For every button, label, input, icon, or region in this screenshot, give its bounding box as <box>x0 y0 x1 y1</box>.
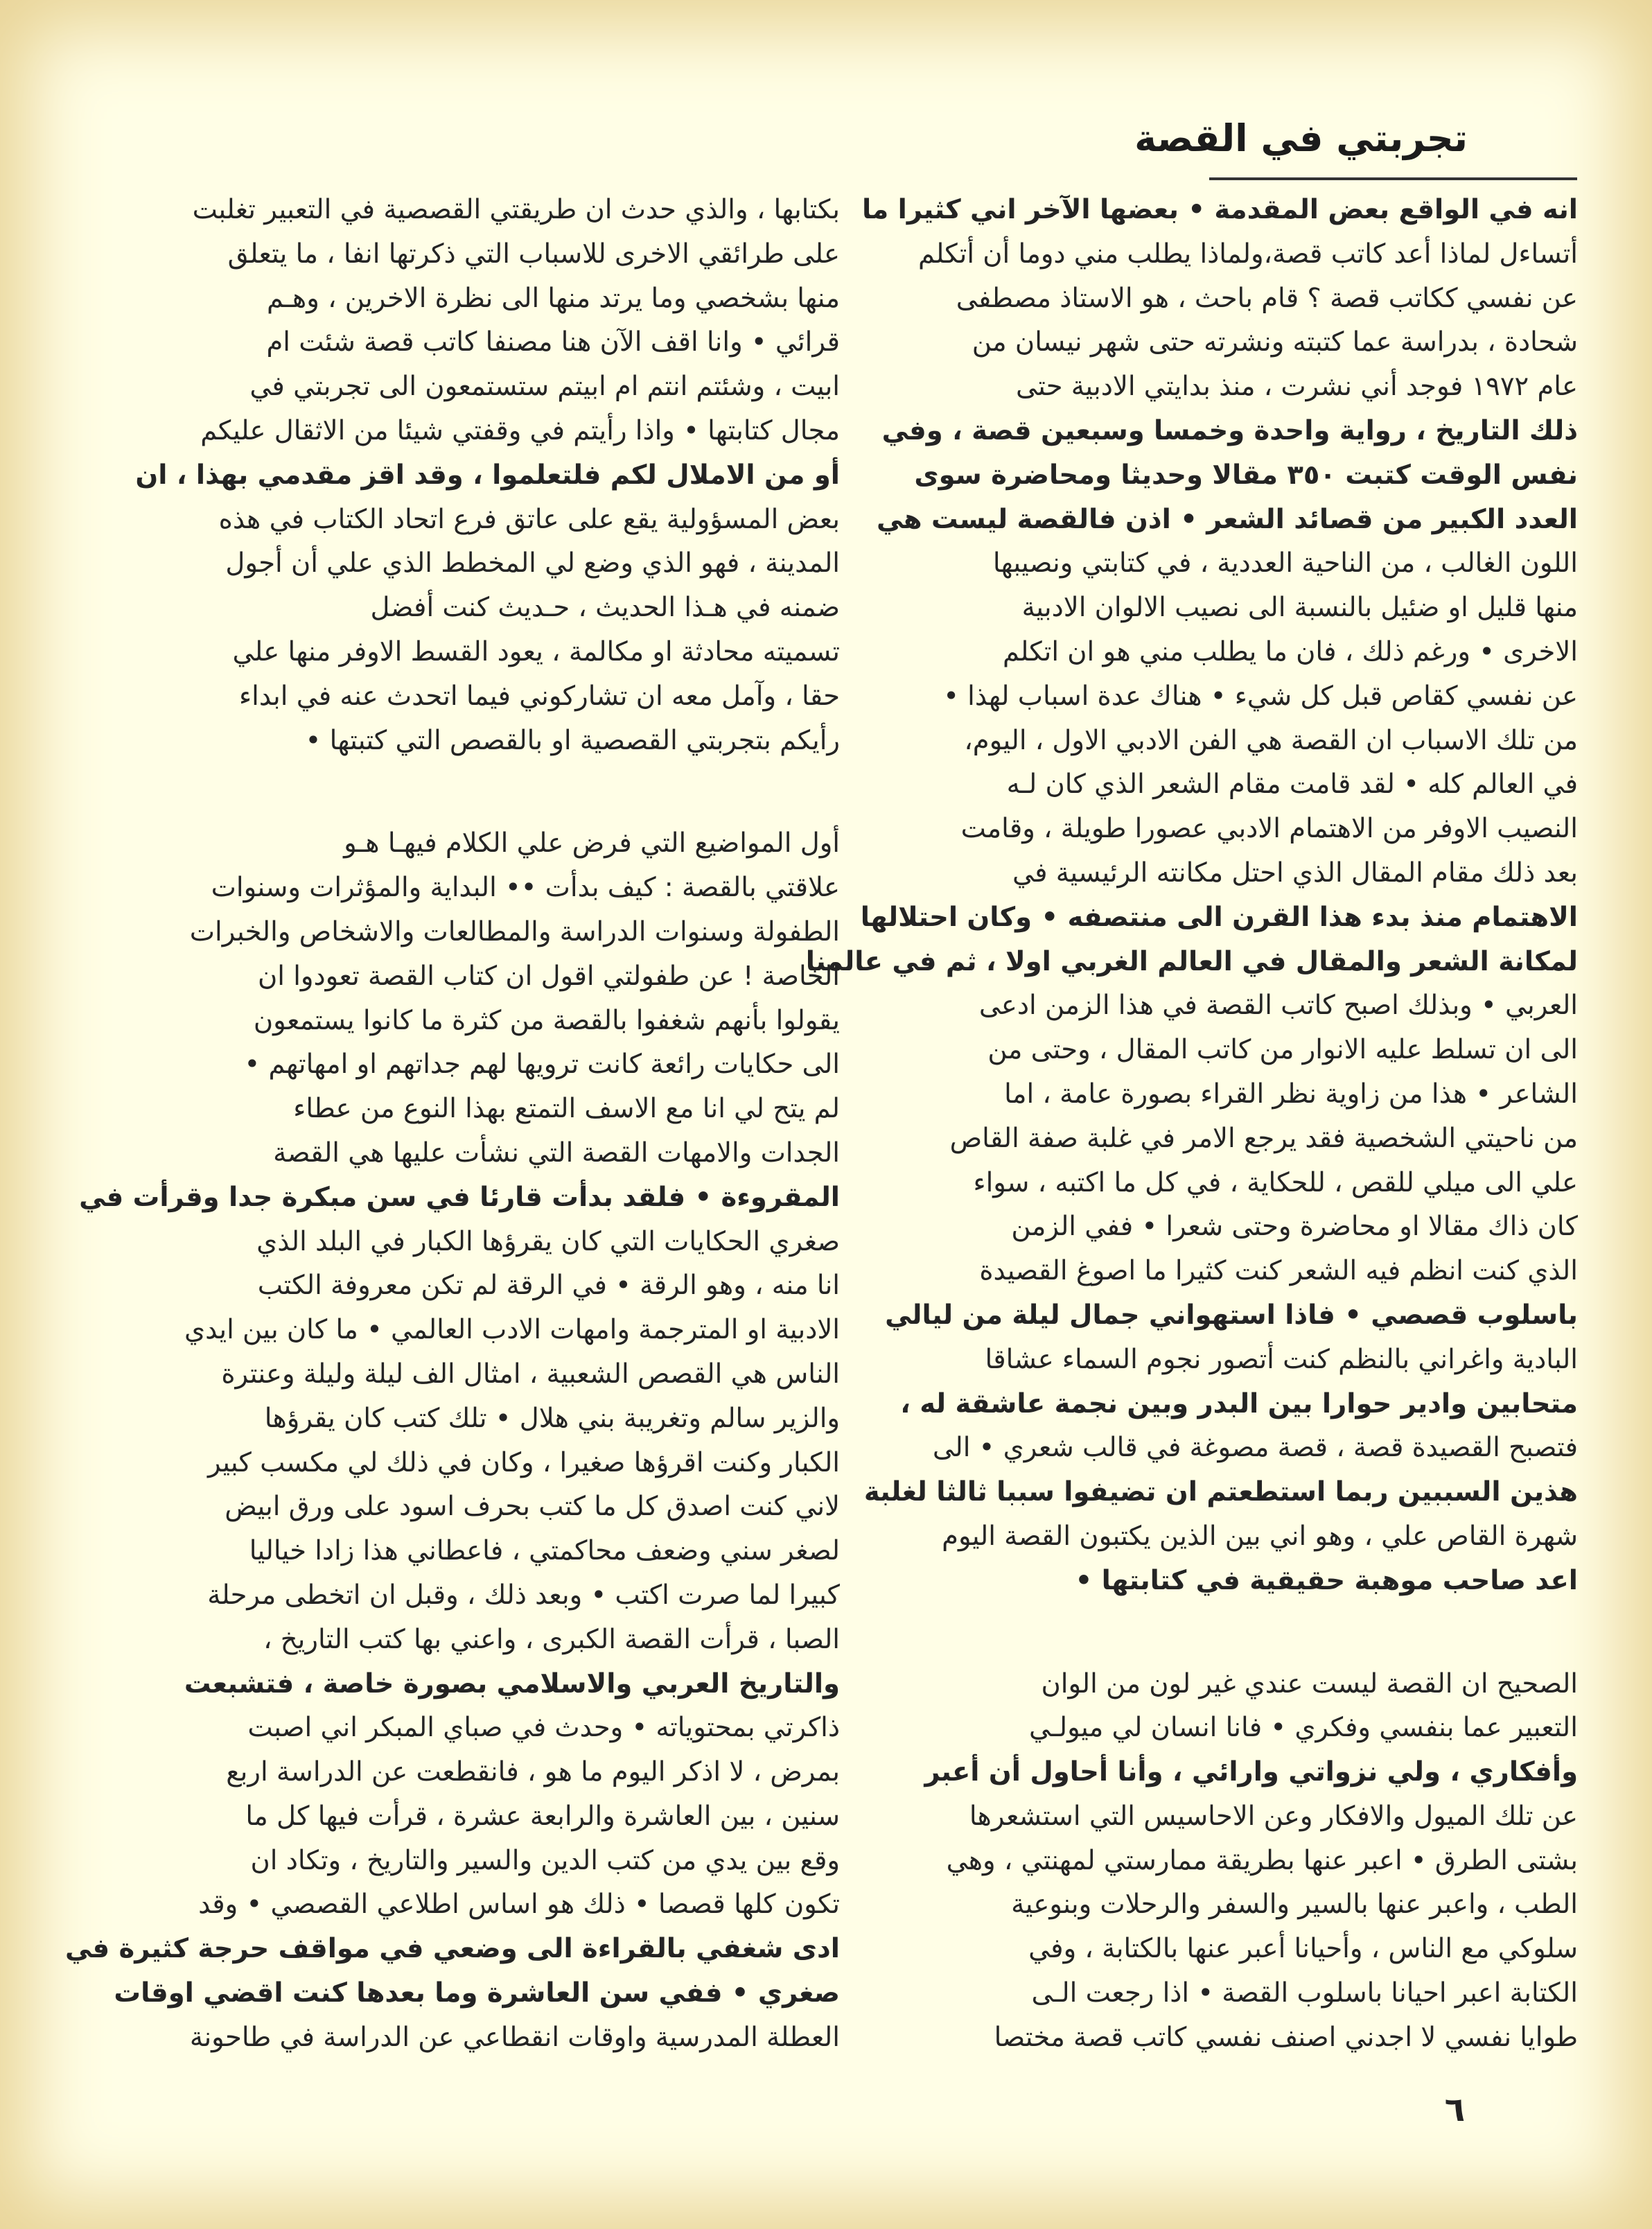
text-line: الادبية او المترجمة وامهات الادب العالمي • ما كان بين ايدي <box>184 1314 840 1346</box>
text-line: الكتابة اعبر احيانا باسلوب القصة • اذا رجعت الـى <box>1031 1977 1578 2009</box>
text-line: النصيب الاوفر من الاهتمام الادبي عصورا طويلة ، وقامت <box>960 813 1578 845</box>
text-line: صغري الحكايات التي كان يقرؤها الكبار في البلد الذي <box>256 1225 840 1257</box>
text-line: الطب ، واعبر عنها بالسير والسفر والرحلات وبنوعية <box>1011 1889 1578 1921</box>
text-line: تسميته محادثة او مكالمة ، يعود القسط الاوفر منها علي <box>232 636 840 667</box>
text-line: ضمنه في هـذا الحديث ، حـديث كنت أفضل <box>370 592 840 624</box>
right-text-column <box>805 188 1578 2060</box>
text-line: على طرائقي الاخرى للاسباب التي ذكرتها انفا ، ما يتعلق <box>227 238 840 270</box>
text-line: الشاعر • هذا من زاوية نظر القراء بصورة عامة ، اما <box>1004 1078 1578 1110</box>
text-line: اعد صاحب موهبة حقيقية في كتابتها • <box>1075 1564 1578 1596</box>
text-line: عام ١٩٧٢ فوجد أني نشرت ، منذ بدايتي الادبية حتى <box>1016 371 1578 403</box>
text-line: منها بشخصي وما يرتد منها الى نظرة الاخرين ، وهـم <box>267 282 840 314</box>
text-line: شحادة ، بدراسة عما كتبته ونشرته حتى شهر نيسان من <box>972 326 1578 358</box>
text-line: التعبير عما بنفسي وفكري • فانا انسان لي ميولـي <box>1029 1712 1578 1744</box>
text-line: كان ذاك مقالا او محاضرة وحتى شعرا • ففي الزمن <box>1011 1211 1578 1243</box>
text-line: وأفكاري ، ولي نزواتي وارائي ، وأنا أحاول أن أعبر <box>924 1756 1578 1788</box>
text-line: من ناحيتي الشخصية فقد يرجع الامر في غلبة صفة القاص <box>949 1122 1578 1154</box>
text-line: كبيرا لما صرت اكتب • وبعد ذلك ، وقبل ان اتخطى مرحلة <box>207 1579 840 1611</box>
text-line: سنين ، بين العاشرة والرابعة عشرة ، قرأت فيها كل ما <box>245 1800 840 1832</box>
text-line: منها قليل او ضئيل بالنسبة الى نصيب الالوان الادبية <box>1021 592 1578 624</box>
text-line: عن نفسي ككاتب قصة ؟ قام باحث ، هو الاستاذ مصطفى <box>956 282 1578 314</box>
text-line: العطلة المدرسية واوقات انقطاعي عن الدراسة في طاحونة <box>189 2021 840 2053</box>
text-line: مجال كتابتها • واذا رأيتم في وقفتي شيئا من الاثقال عليكم <box>200 414 840 446</box>
text-line: وقع بين يدي من كتب الدين والسير والتاريخ ، وتكاد ان <box>250 1844 840 1876</box>
text-line: انا منه ، وهو الرقة • في الرقة لم تكن معروفة الكتب <box>257 1270 840 1302</box>
text-line: ادى شغفي بالقراءة الى وضعي في مواقف حرجة كثيرة في <box>64 1933 840 1965</box>
text-line: بعد ذلك مقام المقال الذي احتل مكانته الرئيسية في <box>1012 857 1578 889</box>
text-line: رأيكم بتجربتي القصصية او بالقصص التي كتبتها • <box>305 724 840 756</box>
text-line: ابيت ، وشئتم انتم ام ابيتم ستستمعون الى تجربتي في <box>249 371 840 403</box>
text-line: طوايا نفسي لا اجدني اصنف نفسي كاتب قصة مختصا <box>994 2021 1578 2053</box>
text-line: بشتى الطرق • اعبر عنها بطريقة ممارستي لمهنتي ، وهي <box>946 1844 1578 1876</box>
text-line: ذاكرتي بمحتوياته • وحدث في صباي المبكر اني اصبت <box>247 1712 840 1744</box>
text-line: عن تلك الميول والافكار وعن الاحاسيس التي استشعرها <box>969 1800 1578 1832</box>
text-line: حقا ، وآمل معه ان تشاركوني فيما اتحدث عنه في ابداء <box>239 680 840 712</box>
text-line: متحابين وادير حوارا بين البدر وبين نجمة عاشقة له ، <box>900 1388 1578 1419</box>
text-line: العربي • وبذلك اصبح كاتب القصة في هذا الزمن ادعى <box>978 990 1578 1022</box>
text-line: الى ان تسلط عليه الانوار من كاتب المقال ، وحتى من <box>987 1034 1578 1066</box>
text-line: عن نفسي كقاص قبل كل شيء • هناك عدة اسباب لهذا • <box>943 680 1578 712</box>
text-line: البادية واغراني بالنظم كنت أتصور نجوم السماء عشاقا <box>985 1343 1578 1375</box>
text-line: تكون كلها قصصا • ذلك هو اساس اطلاعي القصصي • وقد <box>198 1889 840 1921</box>
text-line: الناس هي القصص الشعبية ، امثال الف ليلة وليلة وعنترة <box>221 1358 840 1390</box>
article-title: تجربتي في القصة <box>1134 116 1468 160</box>
text-line: الصحيح ان القصة ليست عندي غير لون من الوان <box>1041 1668 1578 1699</box>
text-line: من تلك الاسباب ان القصة هي الفن الادبي الاول ، اليوم، <box>964 724 1578 756</box>
left-text-column <box>64 188 840 2060</box>
text-line: شهرة القاص علي ، وهو اني بين الذين يكتبون القصة اليوم <box>942 1520 1578 1552</box>
text-line: فتصبح القصيدة قصة ، قصة مصوغة في قالب شعري • الى <box>932 1432 1578 1464</box>
text-line: اللون الغالب ، من الناحية العددية ، في كتابتي ونصيبها <box>992 548 1578 579</box>
text-line: بعض المسؤولية يقع على عاتق فرع اتحاد الكتاب في هذه <box>218 503 840 535</box>
text-line: الى حكايات رائعة كانت ترويها لهم جداتهم او امهاتهم • <box>244 1049 840 1081</box>
text-line: نفس الوقت كتبت ٣٥٠ مقالا وحديثا ومحاضرة سوى <box>914 459 1578 491</box>
text-line: علاقتي بالقصة : كيف بدأت •• البداية والمؤثرات وسنوات <box>211 872 840 904</box>
text-line: أول المواضيع التي فرض علي الكلام فيهـا هـو <box>344 828 840 859</box>
text-line: سلوكي مع الناس ، وأحيانا أعبر عنها بالكتابة ، وفي <box>1028 1933 1578 1965</box>
text-line: أتساءل لماذا أعد كاتب قصة،ولماذا يطلب مني دوما أن أتكلم <box>917 238 1578 270</box>
text-line: والتاريخ العربي والاسلامي بصورة خاصة ، فتشبعت <box>184 1668 840 1699</box>
title-rule <box>1209 177 1577 180</box>
text-line: الطفولة وسنوات الدراسة والمطالعات والاشخاص والخبرات <box>189 916 840 947</box>
text-line: الاخرى • ورغم ذلك ، فان ما يطلب مني هو ان اتكلم <box>1003 636 1578 667</box>
text-line: انه في الواقع بعض المقدمة • بعضها الآخر اني كثيرا ما <box>861 194 1578 225</box>
text-line: الاهتمام منذ بدء هذا القرن الى منتصفه • وكان احتلالها <box>860 901 1578 933</box>
text-line: الكبار وكنت اقرؤها صغيرا ، وكان في ذلك لي مكسب كبير <box>208 1446 840 1478</box>
text-line: صغري • ففي سن العاشرة وما بعدها كنت اقضي اوقات <box>114 1977 840 2009</box>
text-line: الخاصة ! عن طفولتي اقول ان كتاب القصة تعودوا ان <box>257 960 840 992</box>
text-line: باسلوب قصصي • فاذا استهواني جمال ليلة من ليالي <box>885 1299 1578 1331</box>
page-number: ٦ <box>1444 2090 1465 2129</box>
text-line: لمكانة الشعر والمقال في العالم الغربي اولا ، ثم في عالمنا <box>805 945 1578 977</box>
text-line: لم يتح لي انا مع الاسف التمتع بهذا النوع من عطاء <box>293 1093 840 1125</box>
text-line: الصبا ، قرأت القصة الكبرى ، واعني بها كتب التاريخ ، <box>263 1623 840 1655</box>
text-line: قرائي • وانا اقف الآن هنا مصنفا كاتب قصة شئت ام <box>266 326 840 358</box>
text-line: المقروءة • فلقد بدأت قارئا في سن مبكرة جدا وقرأت في <box>79 1181 840 1213</box>
text-line: العدد الكبير من قصائد الشعر • اذن فالقصة ليست هي <box>876 503 1578 535</box>
text-line: في العالم كله • لقد قامت مقام الشعر الذي كان لـه <box>1006 769 1578 801</box>
paragraph-gap <box>902 1603 1578 1662</box>
text-line: أو من الاملال لكم فلتعلموا ، وقد اقز مقدمي بهذا ، ان <box>135 459 840 491</box>
text-line: بكتابها ، والذي حدث ان طريقتي القصصية في التعبير تغلبت <box>192 194 840 225</box>
text-line: ذلك التاريخ ، رواية واحدة وخمسا وسبعين قصة ، وفي <box>881 414 1578 446</box>
text-line: الذي كنت انظم فيه الشعر كنت كثيرا ما اصوغ القصيدة <box>979 1255 1578 1287</box>
text-line: الجدات والامهات القصة التي نشأت عليها هي القصة <box>273 1137 840 1169</box>
text-line: يقولوا بأنهم شغفوا بالقصة من كثرة ما كانوا يستمعون <box>253 1004 840 1036</box>
text-line: بمرض ، لا اذكر اليوم ما هو ، فانقطعت عن الدراسة اربع <box>226 1756 840 1788</box>
text-line: لصغر سني وضعف محاكمتي ، فاعطاني هذا زادا خياليا <box>249 1535 840 1567</box>
text-line: والزير سالم وتغريبة بني هلال • تلك كتب كان يقرؤها <box>264 1402 840 1434</box>
text-line: المدينة ، فهو الذي وضع لي المخطط الذي علي أن أجول <box>225 548 840 579</box>
text-line: لاني كنت اصدق كل ما كتب بحرف اسود على ورق ابيض <box>225 1491 840 1523</box>
paragraph-gap <box>85 762 840 821</box>
text-line: علي الى ميلي للقص ، للحكاية ، في كل ما اكتبه ، سواء <box>973 1166 1578 1198</box>
text-line: هذين السببين ربما استطعتم ان تضيفوا سببا ثالثا لغلبة <box>863 1476 1578 1508</box>
